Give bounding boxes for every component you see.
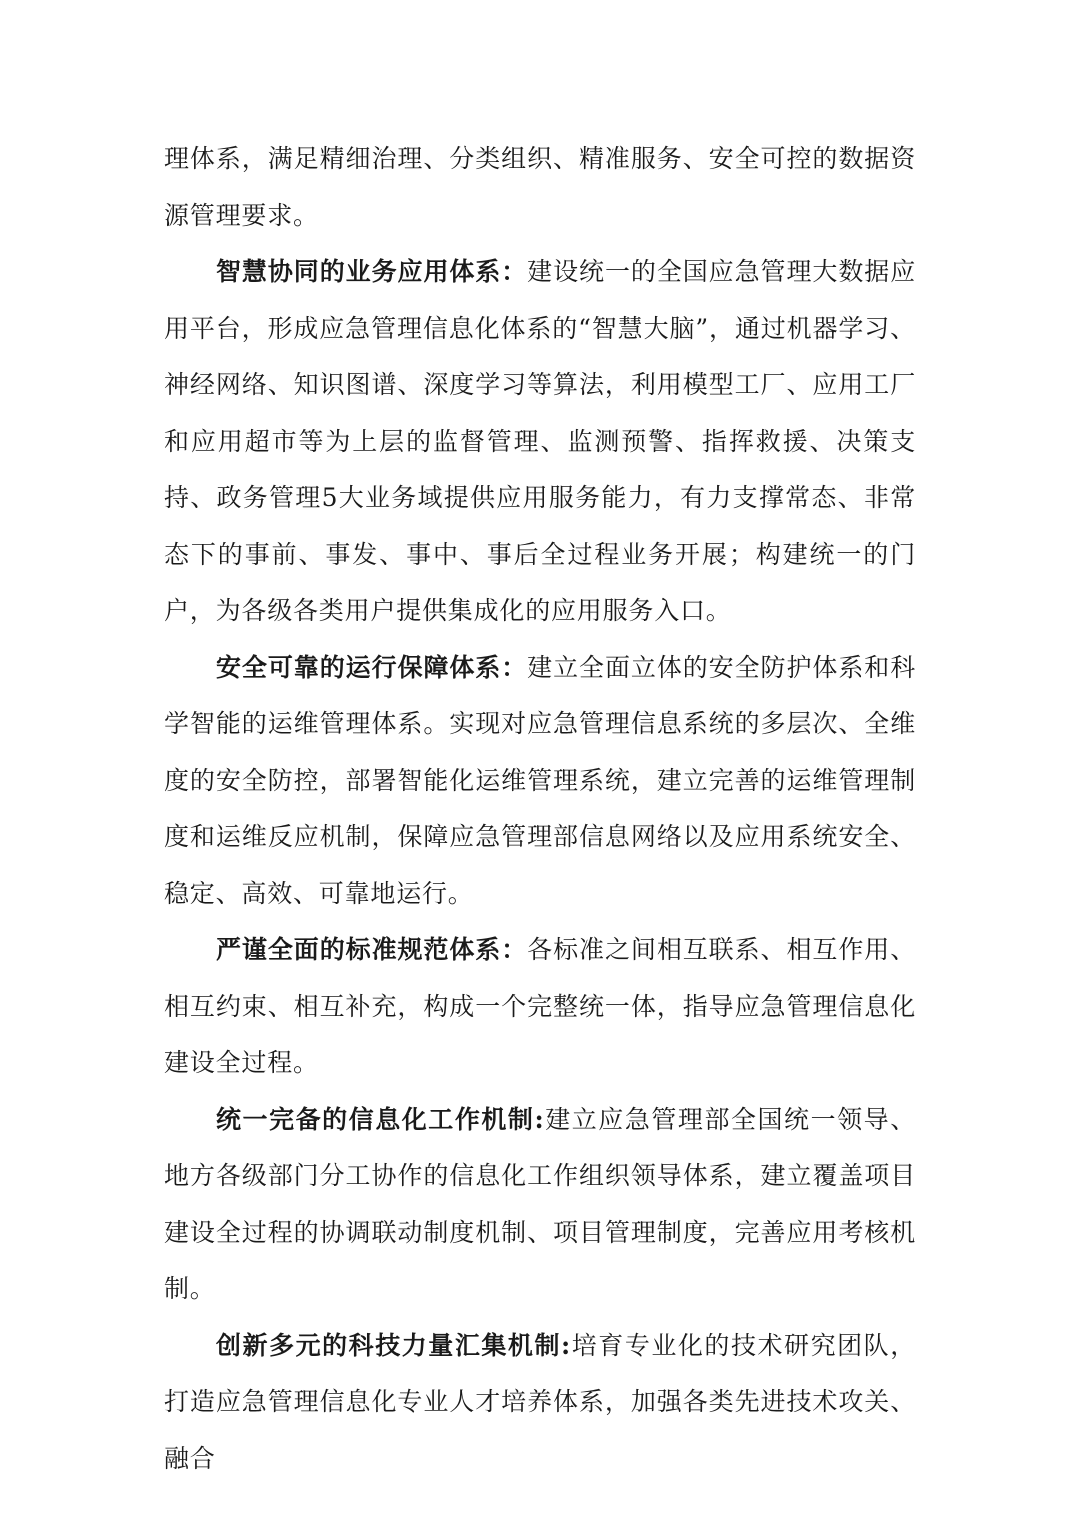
- paragraph-business-application: [164, 244, 916, 640]
- paragraph-text: 理体系，满足精细治理、分类组织、精准服务、安全可控的数据资源管理要求。: [164, 144, 916, 230]
- paragraph-text: 建立全面立体的安全防护体系和科学智能的运维管理体系。实现对应急管理信息系统的多层次、全维度的安全防控，部署智能化运维管理系统，建立完善的运维管理制度和运维反应机制，保障应急管理部信息网络以及应用系统安全、稳定、高效、可靠地运行。: [164, 652, 916, 908]
- paragraph-heading: 统一完备的信息化工作机制:: [216, 1104, 545, 1134]
- paragraph-text: 建立应急管理部全国统一领导、地方各级部门分工协作的信息化工作组织领导体系，建立覆盖项目建设全过程的协调联动制度机制、项目管理制度，完善应用考核机制。: [164, 1104, 917, 1303]
- paragraph-data-governance-cont: [164, 131, 916, 244]
- paragraph-innovation: [164, 1318, 916, 1488]
- paragraph-work-mechanism: [164, 1092, 916, 1318]
- paragraph-standards: [164, 922, 916, 1092]
- paragraph-text: 建设统一的全国应急管理大数据应用平台，形成应急管理信息化体系的“智慧大脑”，通过机器学习、神经网络、知识图谱、深度学习等算法，利用模型工厂、应用工厂和应用超市等为上层的监督管理、监测预警、指挥救援、决策支持、政务管理5大业务域提供应用服务能力，有力支撑常态、非常态下的事前、事发、事中、事后全过程业务开展；构建统一的门户，为各级各类用户提供集成化的应用服务入口。: [164, 257, 916, 625]
- paragraph-operation-security: [164, 640, 916, 923]
- paragraph-text: 各标准之间相互联系、相互作用、相互约束、相互补充，构成一个完整统一体，指导应急管理信息化建设全过程。: [164, 935, 916, 1077]
- paragraph-heading: 严谨全面的标准规范体系：: [216, 935, 528, 964]
- paragraph-text: 培育专业化的技术研究团队，打造应急管理信息化专业人才培养体系，加强各类先进技术攻关、融合: [164, 1330, 916, 1473]
- document-page: [164, 131, 916, 1487]
- paragraph-heading: 智慧协同的业务应用体系：: [216, 257, 528, 286]
- paragraph-heading: 安全可靠的运行保障体系：: [216, 652, 528, 682]
- paragraph-heading: 创新多元的科技力量汇集机制:: [216, 1330, 572, 1360]
